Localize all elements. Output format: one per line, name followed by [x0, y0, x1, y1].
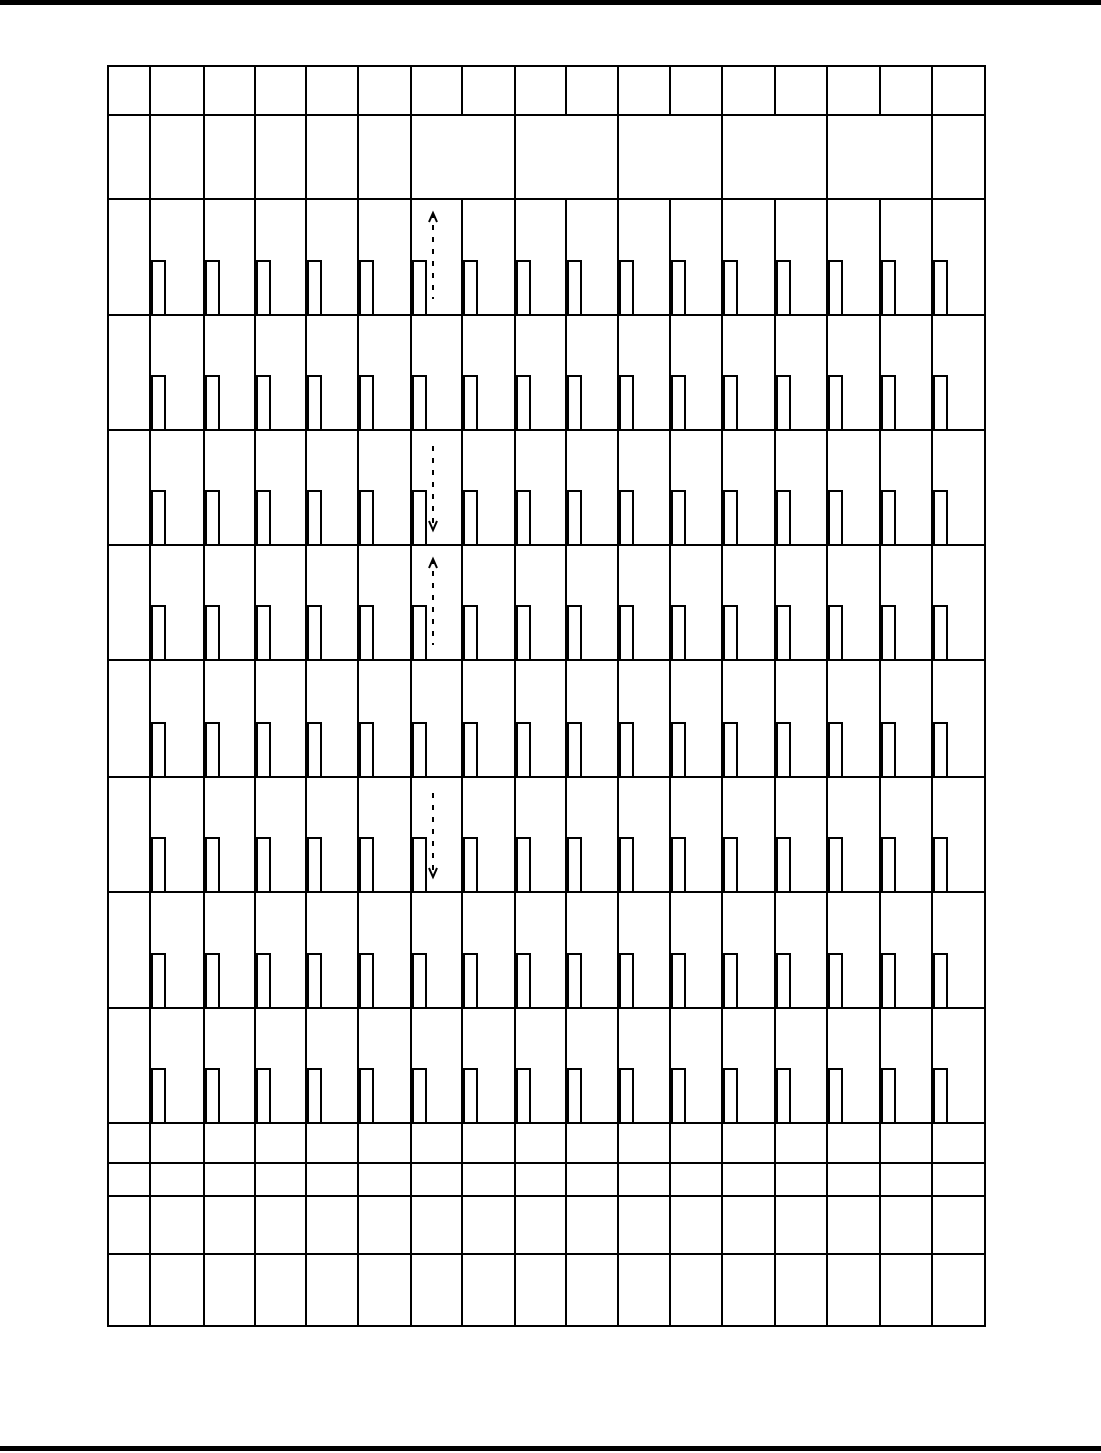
- cell-box: [360, 1069, 373, 1123]
- cell-box: [257, 491, 270, 545]
- grid-lines: [108, 66, 985, 1326]
- cell-box: [464, 606, 477, 660]
- cell-box: [517, 954, 530, 1008]
- cell-box: [882, 261, 895, 315]
- cell-box: [464, 491, 477, 545]
- cell-box: [517, 1069, 530, 1123]
- cell-box: [934, 606, 947, 660]
- cell-box: [413, 261, 426, 315]
- cell-box: [152, 723, 165, 777]
- cell-box: [257, 954, 270, 1008]
- cell-box: [152, 491, 165, 545]
- cell-box: [517, 838, 530, 892]
- cell-box: [464, 376, 477, 430]
- cell-box: [308, 376, 321, 430]
- dotted-up-arrow-icon: [429, 213, 437, 299]
- cell-box: [517, 723, 530, 777]
- cell-box: [777, 491, 790, 545]
- cell-box: [360, 491, 373, 545]
- cell-box: [882, 723, 895, 777]
- cell-box: [882, 376, 895, 430]
- cell-box: [672, 491, 685, 545]
- cell-box: [672, 1069, 685, 1123]
- cell-box: [206, 838, 219, 892]
- cell-box: [413, 1069, 426, 1123]
- cell-box: [568, 838, 581, 892]
- cell-box: [882, 1069, 895, 1123]
- cell-box: [568, 376, 581, 430]
- cell-box: [620, 723, 633, 777]
- cell-box: [464, 954, 477, 1008]
- cell-box: [568, 491, 581, 545]
- cell-box: [724, 376, 737, 430]
- cell-box: [777, 606, 790, 660]
- cell-box: [568, 606, 581, 660]
- cell-box: [360, 376, 373, 430]
- cell-box: [206, 491, 219, 545]
- cell-box: [308, 491, 321, 545]
- cell-box: [413, 606, 426, 660]
- cell-box: [413, 838, 426, 892]
- cell-box: [724, 723, 737, 777]
- cell-box: [360, 954, 373, 1008]
- cell-box: [724, 1069, 737, 1123]
- cell-box: [517, 606, 530, 660]
- cell-box: [620, 954, 633, 1008]
- cell-box: [152, 1069, 165, 1123]
- cell-box: [934, 954, 947, 1008]
- cell-box: [206, 376, 219, 430]
- cell-box: [829, 1069, 842, 1123]
- cell-box: [360, 838, 373, 892]
- cell-box: [517, 491, 530, 545]
- cell-box: [308, 954, 321, 1008]
- cell-box: [206, 954, 219, 1008]
- cell-box: [829, 261, 842, 315]
- grid-border: [108, 66, 985, 1326]
- cell-box: [152, 838, 165, 892]
- cell-box: [829, 606, 842, 660]
- cell-box: [934, 261, 947, 315]
- cell-box: [777, 261, 790, 315]
- cell-box: [777, 954, 790, 1008]
- cell-box: [620, 491, 633, 545]
- cell-box: [308, 1069, 321, 1123]
- cell-box: [308, 838, 321, 892]
- cell-box: [620, 376, 633, 430]
- cell-box: [257, 838, 270, 892]
- cell-box: [620, 606, 633, 660]
- cell-box: [568, 723, 581, 777]
- dotted-up-arrow-icon: [429, 559, 437, 645]
- cell-box: [882, 606, 895, 660]
- cell-box: [934, 723, 947, 777]
- dotted-down-arrow-icon: [429, 793, 437, 877]
- dotted-down-arrow-icon: [429, 446, 437, 530]
- cell-box: [724, 261, 737, 315]
- cell-box: [724, 954, 737, 1008]
- cell-box: [934, 491, 947, 545]
- cell-box: [672, 606, 685, 660]
- cell-box: [882, 838, 895, 892]
- cell-box: [257, 1069, 270, 1123]
- cell-box: [257, 376, 270, 430]
- cell-box: [724, 606, 737, 660]
- cell-box: [464, 261, 477, 315]
- cell-box: [934, 1069, 947, 1123]
- cell-box: [724, 838, 737, 892]
- cell-box: [934, 376, 947, 430]
- cell-box: [829, 491, 842, 545]
- cell-box: [882, 954, 895, 1008]
- cell-box: [464, 1069, 477, 1123]
- cell-box: [206, 723, 219, 777]
- cell-box: [257, 606, 270, 660]
- cell-box: [829, 376, 842, 430]
- cell-box: [777, 1069, 790, 1123]
- cell-box: [360, 606, 373, 660]
- cell-box: [568, 954, 581, 1008]
- cell-box: [257, 261, 270, 315]
- cell-box: [308, 261, 321, 315]
- cell-box: [829, 954, 842, 1008]
- cell-box: [620, 1069, 633, 1123]
- cell-box: [517, 261, 530, 315]
- cell-box: [464, 723, 477, 777]
- cell-box: [620, 838, 633, 892]
- cell-box: [829, 838, 842, 892]
- cell-box: [152, 954, 165, 1008]
- cell-box: [568, 1069, 581, 1123]
- cell-box: [413, 723, 426, 777]
- cell-box: [360, 261, 373, 315]
- cell-box: [152, 261, 165, 315]
- cell-box: [308, 606, 321, 660]
- cell-box: [934, 838, 947, 892]
- cell-box: [882, 491, 895, 545]
- cell-box: [672, 261, 685, 315]
- cell-box: [360, 723, 373, 777]
- cell-box: [777, 723, 790, 777]
- cell-box: [672, 838, 685, 892]
- cell-box: [672, 954, 685, 1008]
- cell-box: [413, 491, 426, 545]
- cell-box: [413, 954, 426, 1008]
- cell-box: [152, 606, 165, 660]
- cell-box: [257, 723, 270, 777]
- cell-box: [568, 261, 581, 315]
- cell-box: [724, 491, 737, 545]
- cell-box: [464, 838, 477, 892]
- cell-box: [620, 261, 633, 315]
- cell-box: [206, 1069, 219, 1123]
- cell-box: [672, 376, 685, 430]
- cell-box: [777, 376, 790, 430]
- cell-box: [777, 838, 790, 892]
- cell-box: [829, 723, 842, 777]
- cell-box: [206, 261, 219, 315]
- cell-box: [517, 376, 530, 430]
- cell-box: [206, 606, 219, 660]
- cell-box: [672, 723, 685, 777]
- cell-box: [413, 376, 426, 430]
- cell-box: [152, 376, 165, 430]
- cell-box: [308, 723, 321, 777]
